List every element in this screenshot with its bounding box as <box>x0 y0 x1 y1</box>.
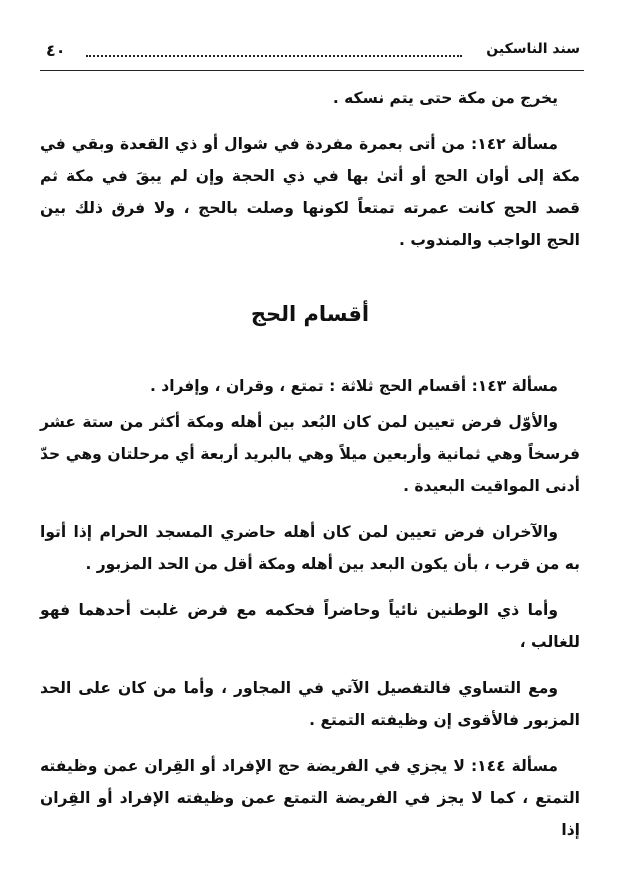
paragraph-two-homelands: وأما ذي الوطنين نائياً وحاضراً فحكمه مع فرض غلبت أحدهما فهو للغالب ، <box>40 601 580 651</box>
header-dotted-leader <box>86 55 462 57</box>
paragraph-first-type: والأوّل فرض تعيين لمن كان البُعد بين أهله ومكة أكثر من ستة عشر فرسخاً وهي ثمانية وأربعين ميلاً وهي بالبريد أربعة أي مرحلتان وهي حدّ أدنى المواقيت البعيدة . <box>40 413 580 495</box>
paragraph-equality: ومع التساوي فالتفصيل الآتي في المجاور ، وأما من كان على الحد المزبور فالأقوى إن وظيفته التمتع . <box>40 679 580 729</box>
section-heading: أقسام الحج <box>250 302 370 326</box>
page-number: ٤٠ <box>46 41 66 60</box>
paragraph-continuation: يخرج من مكة حتى يتم نسكه . <box>332 89 558 107</box>
body-text <box>40 82 580 860</box>
paragraph-issue-144: مسألة ١٤٤: لا يجزي في الفريضة حج الإفراد أو القِران عمن وظيفته التمتع ، كما لا يجز في الفريضة التمتع عمن وظيفته الإفراد أو القِران إذا <box>40 757 580 839</box>
paragraph-issue-143: مسألة ١٤٣: أقسام الحج ثلاثة : تمتع ، وقران ، وإفراد . <box>149 377 558 395</box>
book-title: سند الناسكين <box>486 41 580 57</box>
paragraph-other-types: والآخران فرض تعيين لمن كان أهله حاضري المسجد الحرام إذا أتوا به من قرب ، بأن يكون البعد بين أهله ومكة أقل من الحد المزبور . <box>40 523 580 573</box>
running-header <box>46 41 580 67</box>
paragraph-issue-142: مسألة ١٤٢: من أتى بعمرة مفردة في شوال أو ذي القعدة وبقي في مكة إلى أوان الحج أو أتىٰ بها في ذي الحجة وإن لم يبقَ في مكة ثم قصد الحج كانت عمرته تمتعاً لكونها وصلت بالحج ، ولا فرق ذلك بين الحج الواجب والمندوب . <box>40 135 580 249</box>
header-divider <box>40 70 584 71</box>
